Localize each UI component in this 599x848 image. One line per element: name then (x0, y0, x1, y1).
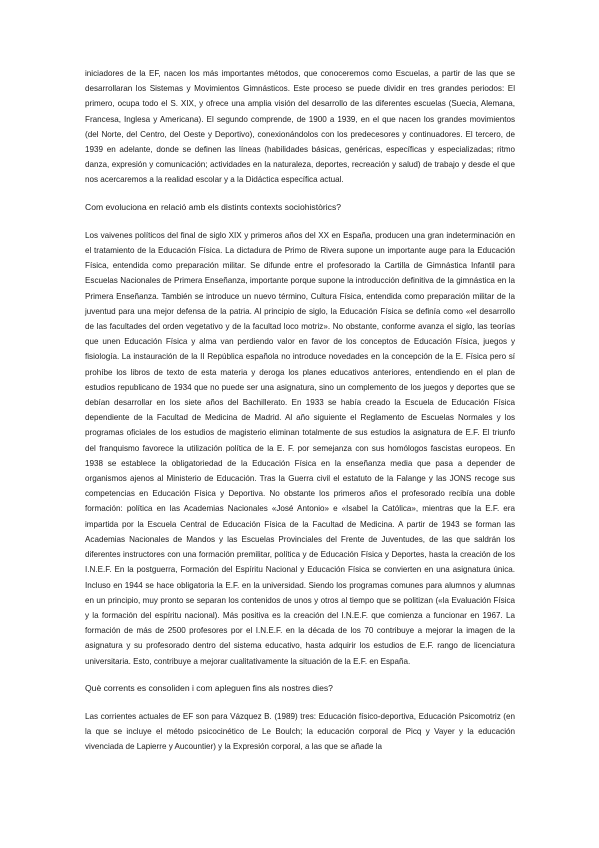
intro-paragraph: iniciadores de la EF, nacen los más importantes métodos, que conoceremos como Escuelas, a partir de las que se desarrollaran los Sistemas y Movimientos Gimnásticos. Este proceso se puede dividir en tres grandes periodos: El primero, ocupa todo el S. XIX, y ofrece una amplia visión del desarrollo de las diferentes escuelas (Suecia, Alemana, Francesa, Inglesa y Americana). El segundo comprende, de 1900 a 1939, en el que nacen los grandes movimientos (del Norte, del Centro, del Oeste y Deportivo), conexionándolos con los predecesores y continuadores. El tercero, de 1939 en adelante, donde se definen las líneas (habilidades básicas, genéricas, específicas y especializadas; ritmo danza, expresión y comunicación; actividades en la naturaleza, deportes, recreación y salud) de trabajo y desde el que nos acercaremos a la realidad escolar y a la Didáctica específica actual. (85, 69, 515, 185)
section-heading-historical-contexts: Com evoluciona en relació amb els distints contexts sociohistòrics? (85, 201, 342, 212)
document-page (85, 66, 515, 755)
currents-paragraph: Las corrientes actuales de EF son para Vázquez B. (1989) tres: Educación físico-deportiva, Educación Psicomotriz (en la que se incluye el método psicocinético de Le Boulch; la educación corporal de Picq y Vayer y la educación vivenciada de Lapierre y Aucountier) y la Expresión corporal, a las que se añade la (85, 711, 515, 752)
section-heading-current-trends: Què corrents es consoliden i com apleguen fins als nostres dies? (85, 682, 333, 693)
history-paragraph: Los vaivenes políticos del final de siglo XIX y primeros años del XX en España, producen una gran indeterminación en el tratamiento de la Educación Física. La dictadura de Primo de Rivera supone un importante auge para la Educación Física, entendida como preparación militar. Se difunde entre el profesorado la Cartilla de Gimnástica Infantil para Escuelas Nacionales de Primera Enseñanza, importante porque supone la introducción definitiva de la gimnástica en la Primera Enseñanza. También se introduce un nuevo término, Cultura Física, entendida como preparación militar de la juventud para una mejor defensa de la patria. Al principio de siglo, la Educación Física se definía como «el desarrollo de las facultades del orden vegetativo y de la facultad loco motriz». No obstante, conforme avanza el siglo, las teorías que unen Educación Física y alma van perdiendo valor en favor de los conceptos de Educación Física, juegos y fisiología. La instauración de la II República española no introduce novedades en la concepción de la E. Física pero sí prohíbe los libros de texto de esta materia y deroga los planes educativos anteriores, entendiendo en el plan de estudios republicano de 1934 que no puede ser una asignatura, sino un complemento de los juegos y deportes que se debían desarrollar en los siete años del Bachillerato. En 1933 se había creado la Escuela de Educación Física dependiente de la Facultad de Medicina de Madrid. Al año siguiente el Reglamento de Escuelas Normales y los programas oficiales de los estudios de magisterio eliminan totalmente de sus estudios la asignatura de E.F. El triunfo del franquismo favorece la utilización política de la E. F. por semejanza con sus homólogos fascistas europeos. En 1938 se establece la obligatoriedad de la Educación Física en la enseñanza media que pasa a depender de organismos ajenos al Ministerio de Educación. Tras la Guerra civil el estatuto de la Falange y las JONS recoge sus competencias en Educación Física y Deportiva. No obstante los primeros años el profesorado recibía una doble formación: política en las Academias Nacionales «José Antonio» e «Isabel la Católica», mientras que la E.F. era impartida por la Escuela Central de Educación Física de la Facultad de Medicina. A partir de 1943 se forman las Academias Nacionales de Mandos y las Escuelas Provinciales del Frente de Juventudes, de las que saldrán los diferentes instructores con una formación premilitar, política y de Educación Física y Deportes, hasta la creación de los I.N.E.F. En la postguerra, Formación del Espíritu Nacional y Educación Física se convierten en una asignatura única. Incluso en 1944 se hace obligatoria la E.F. en la universidad. Siendo los programas comunes para alumnos y alumnas en un principio, muy pronto se separan los contenidos de unos y otros al tiempo que se politizan («la Evaluación Física y la formación del espíritu nacional). Más positiva es la creación del I.N.E.F. que comienza a funcionar en 1967. La formación de más de 2500 profesores por el I.N.E.F. en la década de los 70 contribuye a mejorar la imagen de la asignatura y su profesorado dentro del sistema educativo, hasta adquirir los estudios de E.F. rango de licenciatura universitaria. Esto, contribuye a mejorar cualitativamente la situación de la E.F. en España. (85, 230, 515, 666)
